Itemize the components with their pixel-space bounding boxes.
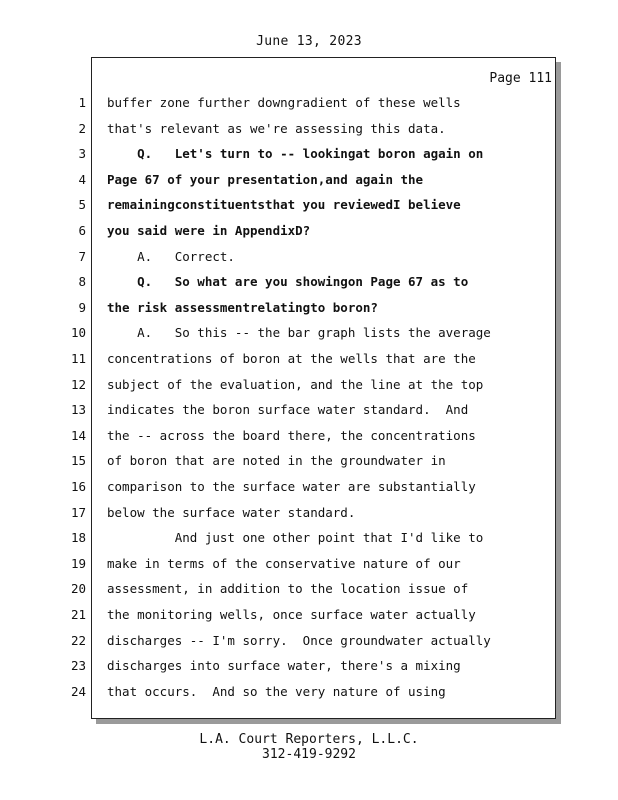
transcript-line <box>0 631 560 651</box>
line-number: 7 <box>78 248 86 264</box>
line-number: 11 <box>70 351 86 366</box>
transcript-line <box>0 503 560 523</box>
line-number: 24 <box>70 683 86 699</box>
line-number: 23 <box>70 658 86 674</box>
line-number: 8 <box>78 274 86 290</box>
line-number: 6 <box>78 223 86 238</box>
line-text: A. So this -- the bar graph lists the average <box>107 325 491 341</box>
line-text: buffer zone further downgradient of these wells <box>107 95 461 110</box>
transcript-line <box>0 144 560 164</box>
line-number: 1 <box>78 95 86 110</box>
transcript-line <box>0 349 560 369</box>
line-number: 4 <box>78 171 86 187</box>
line-text: that's relevant as we're assessing this data. <box>107 120 446 136</box>
line-number: 16 <box>70 479 86 494</box>
transcript-line <box>0 426 560 446</box>
transcript-line <box>0 451 560 471</box>
line-number: 2 <box>78 120 86 136</box>
line-number: 20 <box>70 581 86 597</box>
line-number: 18 <box>70 530 86 546</box>
transcript-line <box>0 93 560 113</box>
line-text: A. Correct. <box>107 248 235 264</box>
line-text: the monitoring wells, once surface water actually <box>107 607 476 622</box>
line-number: 13 <box>70 402 86 418</box>
line-number: 17 <box>70 504 86 520</box>
line-text: And just one other point that I'd like to <box>107 530 484 546</box>
transcript-line <box>0 605 560 625</box>
line-text: Q. Let's turn to -- lookingat boron again on <box>107 146 484 162</box>
transcript-line <box>0 298 560 318</box>
transcript-line <box>0 375 560 395</box>
transcript-line <box>0 170 560 190</box>
transcript-line <box>0 221 560 241</box>
line-number: 12 <box>70 376 86 392</box>
transcript-date: June 13, 2023 <box>256 34 362 49</box>
line-text: of boron that are noted in the groundwater in <box>107 453 446 469</box>
transcript-line <box>0 195 560 215</box>
line-text: that occurs. And so the very nature of using <box>107 683 446 699</box>
line-text: remainingconstituentsthat you reviewedI believe <box>107 197 461 213</box>
line-text: the risk assessmentrelatingto boron? <box>107 299 378 315</box>
transcript-line <box>0 554 560 574</box>
transcript-line <box>0 119 560 139</box>
line-number: 15 <box>70 453 86 469</box>
line-text: below the surface water standard. <box>107 504 356 520</box>
transcript-line <box>0 477 560 497</box>
line-number: 5 <box>78 197 86 213</box>
line-text: indicates the boron surface water standard. And <box>107 402 469 418</box>
line-number: 10 <box>70 325 86 341</box>
transcript-line <box>0 400 560 420</box>
line-number: 9 <box>78 299 86 315</box>
line-number: 19 <box>70 555 86 571</box>
transcript-line <box>0 579 560 599</box>
transcript-line <box>0 656 560 676</box>
line-text: Page 67 of your presentation,and again the <box>107 171 424 187</box>
line-text: make in terms of the conservative nature of our <box>107 555 461 571</box>
line-text: the -- across the board there, the concentrations <box>107 427 476 443</box>
line-text: you said were in AppendixD? <box>107 223 311 238</box>
transcript-line <box>0 247 560 267</box>
page-number: Page 111 <box>489 71 552 86</box>
line-text: Q. So what are you showingon Page 67 as to <box>107 274 469 290</box>
line-text: assessment, in addition to the location issue of <box>107 581 469 597</box>
line-text: subject of the evaluation, and the line at the top <box>107 376 484 392</box>
reporter-company: L.A. Court Reporters, L.L.C. <box>199 732 419 747</box>
line-text: comparison to the surface water are substantially <box>107 479 476 494</box>
reporter-phone: 312-419-9292 <box>262 747 356 762</box>
line-number: 21 <box>70 607 86 622</box>
transcript-line <box>0 323 560 343</box>
line-text: discharges into surface water, there's a mixing <box>107 658 461 674</box>
line-number: 3 <box>78 146 86 162</box>
line-number: 14 <box>70 427 86 443</box>
line-number: 22 <box>70 632 86 648</box>
transcript-line <box>0 272 560 292</box>
line-text: discharges -- I'm sorry. Once groundwater actually <box>107 632 491 648</box>
line-text: concentrations of boron at the wells that are the <box>107 351 476 366</box>
transcript-line <box>0 682 560 702</box>
transcript-line <box>0 528 560 548</box>
